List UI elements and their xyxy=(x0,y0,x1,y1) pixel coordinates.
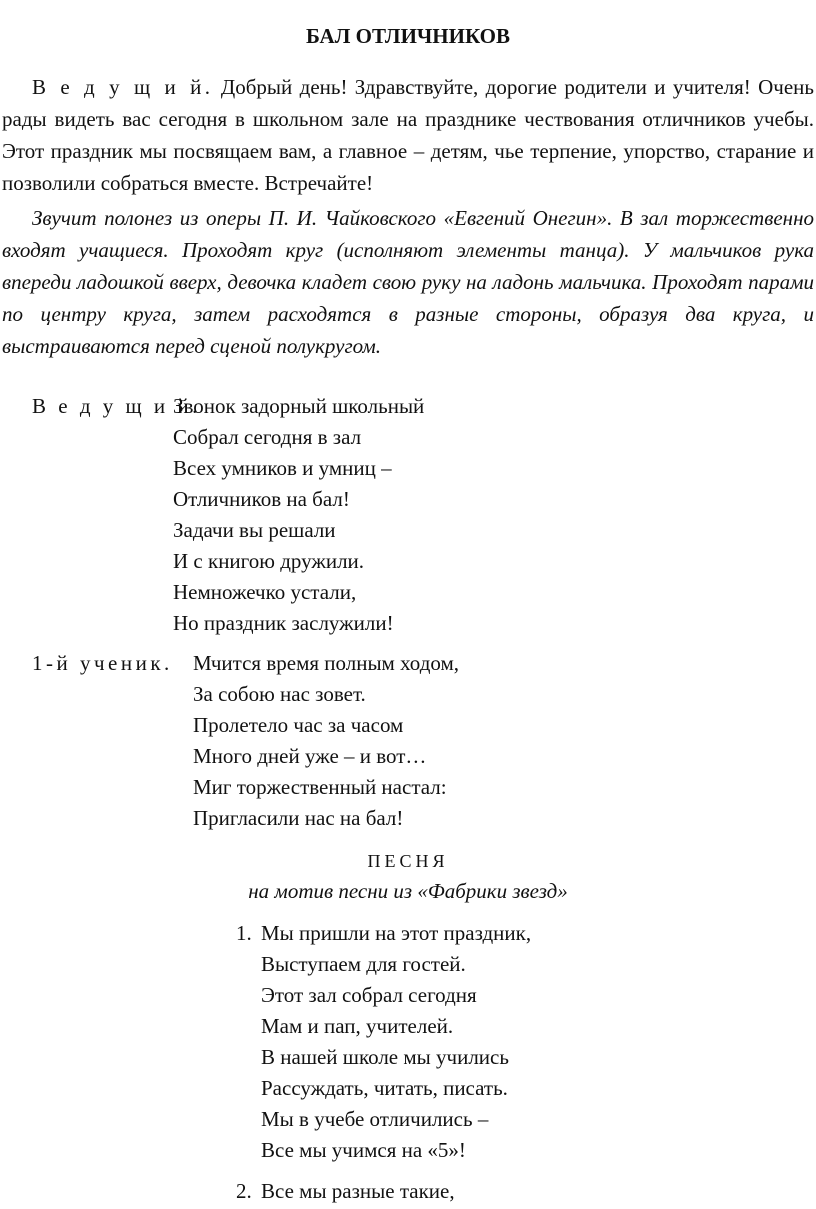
song-heading: ПЕСНЯ xyxy=(367,851,449,871)
verse-line: Пролетело час за часом xyxy=(193,713,404,737)
verse-line: Рассуждать, читать, писать. xyxy=(261,1076,508,1100)
verse-line: Выступаем для гостей. xyxy=(261,952,466,976)
verse-line: Пригласили нас на бал! xyxy=(193,806,404,830)
verse-line: 2. Все мы разные такие, xyxy=(236,1176,455,1207)
host-verse xyxy=(173,391,424,639)
verse-line: Немножечко устали, xyxy=(173,580,357,604)
student-speaker: 1-й ученик. xyxy=(32,651,173,675)
verse-line: И с книгою дружили. xyxy=(173,549,365,573)
verse-line: Собрал сегодня в зал xyxy=(173,425,362,449)
verse-number: 1. xyxy=(236,921,252,945)
verse-line: Задачи вы решали xyxy=(173,518,336,542)
document-title: БАЛ ОТЛИЧНИКОВ xyxy=(305,24,511,48)
intro-paragraph xyxy=(2,71,814,199)
verse-line: Но праздник заслужили! xyxy=(173,611,394,635)
stage-direction: Звучит полонез из оперы П. И. Чайковского «Евгений Онегин». В зал торжественно входят учащиеся. Проходят круг (исполняют элементы танца). У мальчиков рука впереди ладошкой вверх, девочка кладет свою руку на ладонь мальчика. Проходят парами по центру круга, затем расходятся в разные стороны, образуя два круга, и выстраиваются перед сценой полукругом. xyxy=(2,206,814,358)
verse-number: 2. xyxy=(236,1179,252,1203)
host-speaker: В е д у щ и й. xyxy=(32,394,201,418)
song-verse-1 xyxy=(236,918,531,1166)
verse-line: Этот зал собрал сегодня xyxy=(261,983,477,1007)
song-verse-2 xyxy=(236,1176,455,1207)
verse-line: Отличников на бал! xyxy=(173,487,350,511)
verse-line: Звонок задорный школьный xyxy=(173,394,425,418)
song-subtitle: на мотив песни из «Фабрики звезд» xyxy=(248,879,568,903)
verse-line: Миг торжественный настал: xyxy=(193,775,447,799)
verse-line: Все мы учимся на «5»! xyxy=(261,1138,466,1162)
verse-line: За собою нас зовет. xyxy=(193,682,366,706)
verse-line: Много дней уже – и вот… xyxy=(193,744,427,768)
student-verse xyxy=(193,648,459,834)
intro-text: Добрый день! Здравствуйте, дорогие родители и учителя! Очень рады видеть вас сегодня в школьном зале на празднике чествования отличников учебы. Этот праздник мы посвящаем вам, а главное – детям, чье терпение, упорство, старание и позволили собраться вместе. Встречайте! xyxy=(2,75,814,195)
verse-line: В нашей школе мы учились xyxy=(261,1045,509,1069)
verse-line: Всех умников и умниц – xyxy=(173,456,392,480)
verse-line: Мам и пап, учителей. xyxy=(261,1014,454,1038)
verse-line: 1. Мы пришли на этот праздник, xyxy=(236,918,531,949)
verse-line: Мы в учебе отличились – xyxy=(261,1107,489,1131)
verse-line: Мчится время полным ходом, xyxy=(193,651,460,675)
intro-speaker: В е д у щ и й. xyxy=(32,75,214,99)
